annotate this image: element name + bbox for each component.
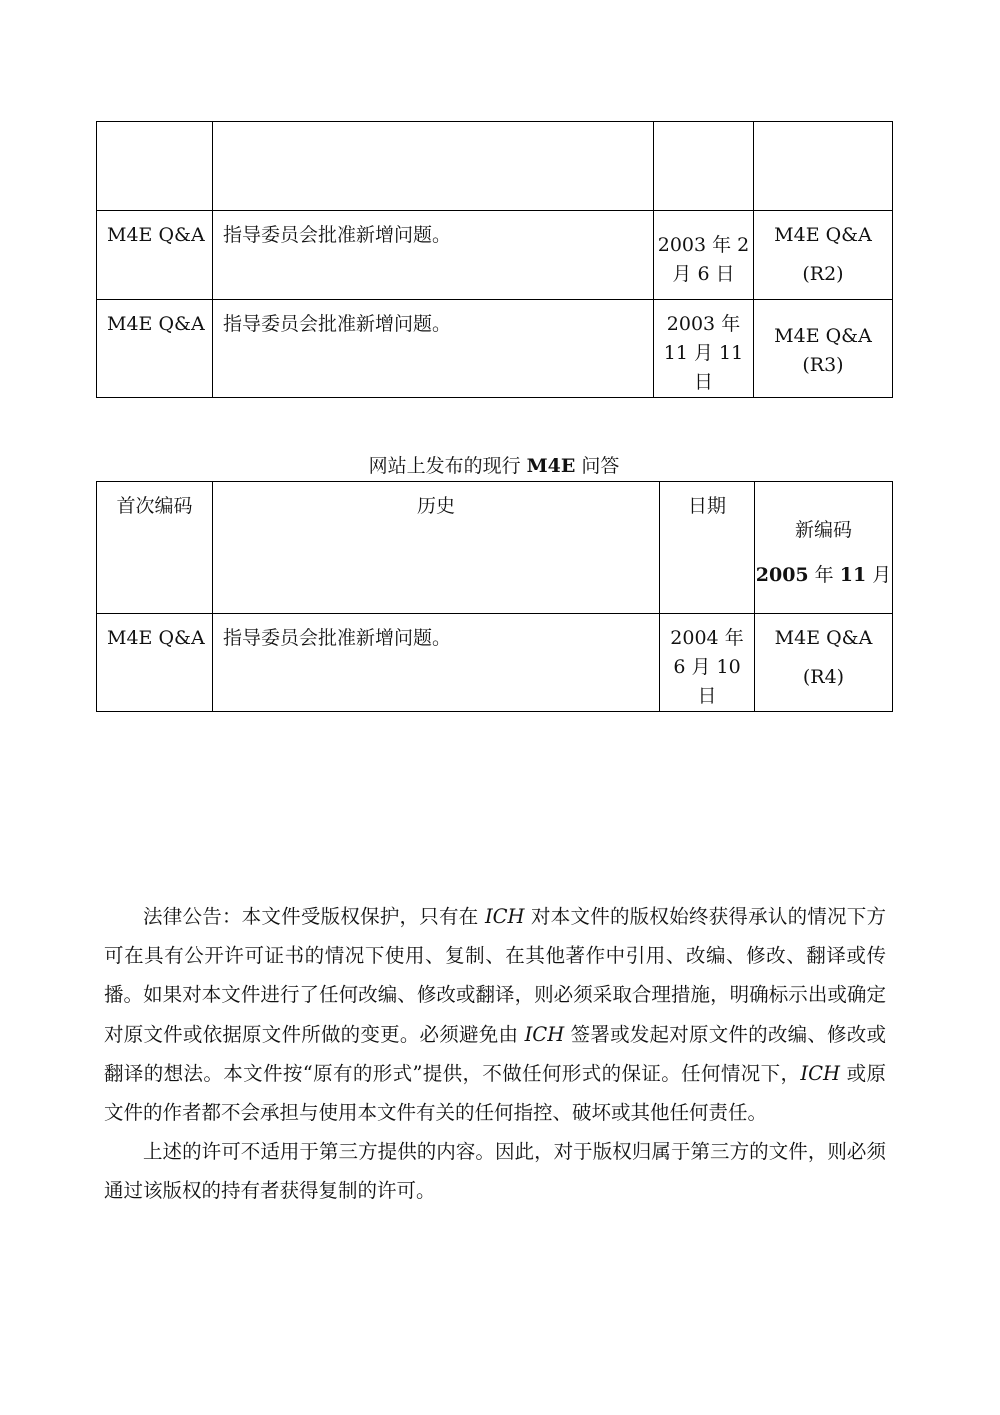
table-row	[97, 211, 893, 300]
header-new-code-date: 2005 年 11 月	[755, 564, 892, 586]
table-row	[97, 300, 893, 398]
header-new-code	[755, 482, 893, 614]
history-table-continued	[96, 121, 893, 398]
table-row	[97, 614, 893, 712]
new-code-line: (R3)	[802, 354, 844, 376]
date-line: 6 月 10	[673, 656, 741, 678]
original-code-cell: M4E Q&A	[97, 300, 213, 398]
history-cell: 指导委员会批准新增问题。	[213, 614, 660, 712]
new-code-line: M4E Q&A	[774, 627, 873, 649]
date-line: 2004 年	[670, 627, 744, 649]
new-code-line: (R2)	[802, 263, 844, 285]
history-cell: 指导委员会批准新增问题。	[213, 211, 654, 300]
date-line: 2003 年 2	[657, 234, 750, 256]
header-date: 日期	[660, 482, 755, 614]
date-line: 11 月 11	[663, 342, 744, 364]
table-header-row	[97, 482, 893, 614]
date-line: 2003 年	[666, 313, 741, 335]
header-new-code-label: 新编码	[794, 519, 852, 541]
original-code-cell: M4E Q&A	[97, 614, 213, 712]
date-cell	[654, 300, 754, 398]
date-cell	[654, 211, 754, 300]
new-code-line: M4E Q&A	[774, 325, 872, 347]
new-code-cell	[754, 300, 893, 398]
new-code-line: M4E Q&A	[774, 224, 872, 246]
table-row	[97, 122, 893, 211]
date-line: 月 6 日	[672, 263, 735, 285]
table-cell	[654, 122, 754, 211]
history-cell: 指导委员会批准新增问题。	[213, 300, 654, 398]
original-code-cell: M4E Q&A	[97, 211, 213, 300]
table-cell	[97, 122, 213, 211]
legal-paragraph: 法律公告：本文件受版权保护，只有在 ICH 对本文件的版权始终获得承认的情况下方可在具有公开许可证书的情况下使用、复制、在其他著作中引用、改编、修改、翻译或传播。如果对本文件进行了任何改编、修改或翻译，则必须采取合理措施，明确标示出或确定对原文件或依据原文件所做的变更。必须避免由 ICH 签署或发起对原文件的改编、修改或翻译的想法。本文件按“原有的形式”提供，不做任何形式的保证。任何情况下，ICH 或原文件的作者都不会承担与使用本文件有关的任何指控、破坏或其他任何责任。	[104, 905, 887, 1125]
table-cell	[754, 122, 893, 211]
new-code-cell	[754, 211, 893, 300]
date-line: 日	[693, 371, 713, 393]
table-caption: 网站上发布的现行 M4E 问答	[368, 455, 620, 477]
header-history: 历史	[213, 482, 660, 614]
table-cell	[213, 122, 654, 211]
legal-paragraph: 上述的许可不适用于第三方提供的内容。因此，对于版权归属于第三方的文件，则必须通过该版权的持有者获得复制的许可。	[104, 1140, 886, 1203]
new-code-line: (R4)	[802, 666, 845, 688]
header-original-code: 首次编码	[97, 482, 213, 614]
date-cell	[660, 614, 755, 712]
new-code-cell	[755, 614, 893, 712]
date-line: 日	[697, 685, 717, 707]
legal-notice	[104, 897, 886, 1211]
current-qa-table	[96, 481, 893, 712]
